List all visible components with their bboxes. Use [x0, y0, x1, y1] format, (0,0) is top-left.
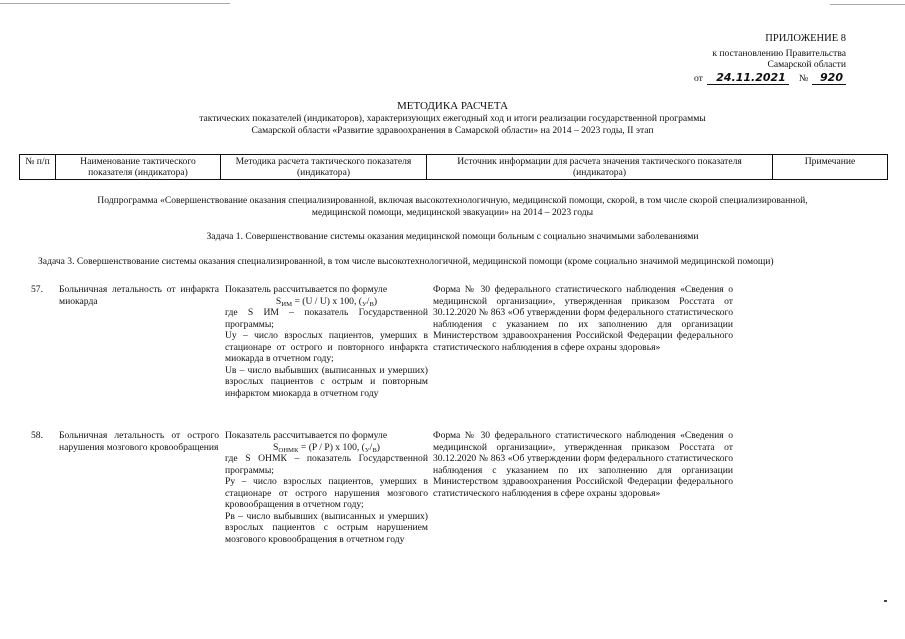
row-58-name: Больничная летальность от острого нарушения мозгового кровообращения [59, 430, 219, 453]
appendix-date-row [676, 71, 846, 85]
method-item: где S ИМ – показатель Государственной программы; [225, 307, 428, 330]
title-line-2: Самарской области «Развитие здравоохранения в Самарской области» на 2014 – 2023 годы, II этап [251, 124, 654, 136]
appendix-line-1: к постановлению Правительства [712, 47, 846, 59]
row-58-number: 58. [31, 430, 43, 441]
header-row [20, 155, 888, 180]
task-3-heading: Задача 3. Совершенствование системы оказания специализированной, в том числе высокотехнологичной, медицинской помощи (кроме социально значимой медицинской помощи) [38, 256, 774, 267]
subprogram-line-1: Подпрограмма «Совершенствование оказания специализированной, включая высокотехнологичную, медицинской помощи, скорой, в том числе скорой специализированной, [97, 195, 808, 206]
row-57-number: 57. [31, 284, 43, 295]
method-intro: Показатель рассчитывается по формуле [225, 284, 388, 295]
header-note: Примечание [773, 155, 888, 180]
method-intro: Показатель рассчитывается по формуле [225, 430, 388, 441]
header-source: Источник информации для расчета значения тактического показателя (индикатора) [427, 155, 773, 180]
document-title [0, 100, 905, 136]
number-prefix: № [798, 72, 808, 84]
row-57-source: Форма № 30 федерального статистического наблюдения «Сведения о медицинской организации», утвержденная приказом Росстата от 30.12.2020 № 863 «Об утверждении форм федерального статистического наблюдения с указанием по их заполнению для организации Министерством здравоохранения Российской Федерации федерального статистического наблюдения в сфере охраны здоровья» [433, 284, 733, 353]
subprogram-heading [30, 195, 875, 218]
scan-speck [884, 600, 887, 602]
header-num: № п/п [20, 155, 56, 180]
header-name: Наименование тактического показателя (индикатора) [56, 155, 221, 180]
method-formula: $S_{ИМ} = (U / U)$ x 100, $(_У/_В)$ [275, 295, 378, 308]
method-item: Uу – число взрослых пациентов, умерших в стационаре от острого и повторного инфаркта миокарда в отчетном году; [225, 330, 428, 364]
handwritten-date: 24.11.2021 [707, 71, 789, 85]
row-57-method [225, 284, 428, 399]
method-item: Pу – число взрослых пациентов, умерших в стационаре от острого нарушения мозгового кровообращения в отчетном году; [225, 476, 428, 510]
task-1-heading: Задача 1. Совершенствование системы оказания медицинской помощи больным с социально значимыми заболеваниями [206, 231, 699, 242]
appendix-line-2: Самарской области [767, 59, 846, 71]
method-item: где S ОНМК – показатель Государственной программы; [225, 453, 428, 476]
date-prefix: от [693, 72, 703, 84]
row-58-source: Форма № 30 федерального статистического наблюдения «Сведения о медицинской организации», утвержденная приказом Росстата от 30.12.2020 № 863 «Об утверждении форм федерального статистического наблюдения с указанием по их заполнению для организации Министерством здравоохранения Российской Федерации федерального статистического наблюдения в сфере охраны здоровья» [433, 430, 733, 499]
header-table [19, 154, 888, 180]
header-method: Методика расчета тактического показателя (индикатора) [221, 155, 427, 180]
subprogram-line-2: медицинской помощи, медицинской эвакуации» на 2014 – 2023 годы [311, 206, 594, 218]
row-58-method [225, 430, 428, 545]
row-57-name: Больничная летальность от инфаркта миокарда [59, 284, 219, 307]
method-item: Uв – число выбывших (выписанных и умерших) взрослых пациентов с острым и повторным инфарктом миокарда в отчетном году [225, 364, 428, 399]
method-formula: $S_{ОНМК} = (P / P)$ x 100, $(_У/_В)$ [273, 441, 380, 454]
title-main: МЕТОДИКА РАСЧЕТА [396, 100, 509, 112]
handwritten-number: 920 [812, 71, 846, 85]
scan-artifact-line [830, 4, 905, 5]
method-item: Pв – число выбывших (выписанных и умерших) взрослых пациентов с острым нарушением мозгового кровообращения в отчетном году [225, 510, 428, 545]
appendix-block [676, 33, 846, 85]
title-line-1: тактических показателей (индикаторов), характеризующих ежегодный ход и итоги реализации государственной программы [199, 113, 706, 125]
scan-artifact-line [0, 3, 230, 4]
appendix-title: ПРИЛОЖЕНИЕ 8 [765, 33, 846, 44]
